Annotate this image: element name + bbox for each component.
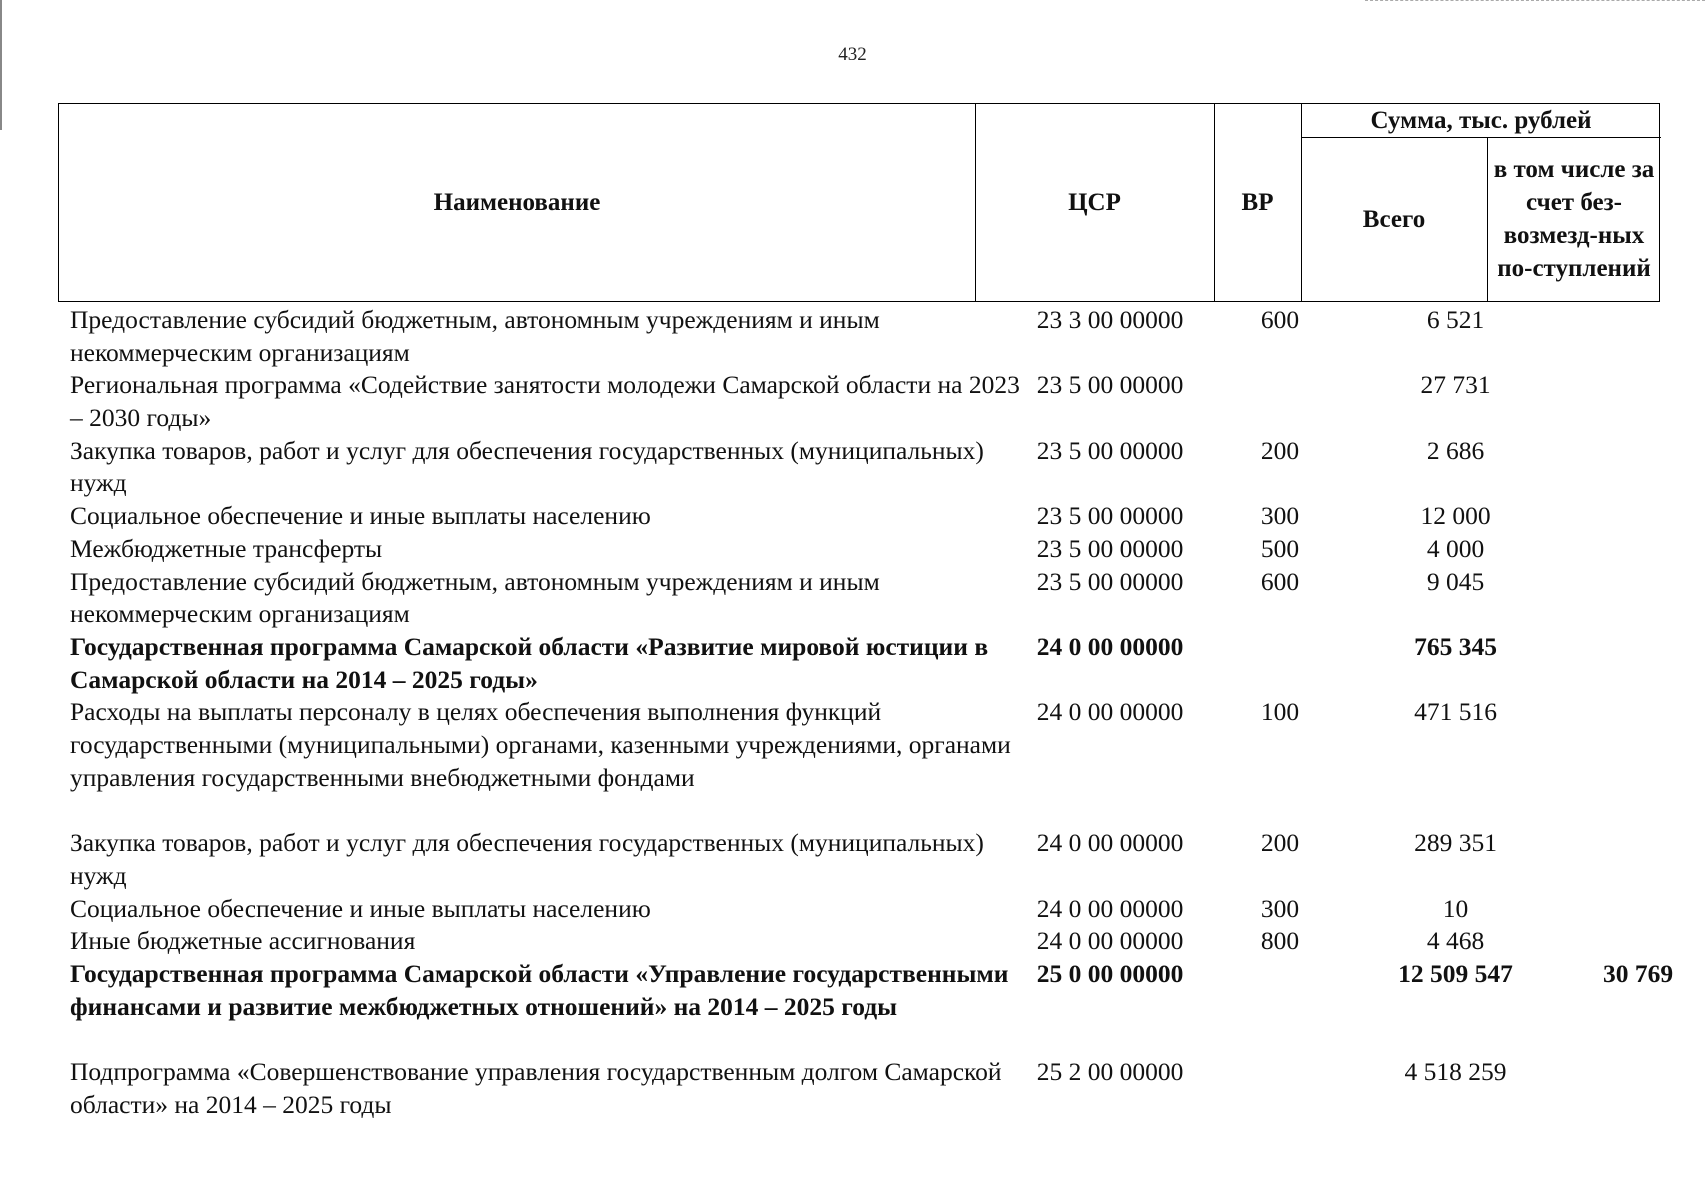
row-csr: 24 0 00 00000 (1036, 893, 1184, 923)
row-total: 27 731 (1420, 370, 1491, 400)
row-csr: 24 0 00 00000 (1036, 631, 1184, 661)
row-name: Закупка товаров, работ и услуг для обеспечения государственных (муниципальных) нужд (70, 435, 984, 498)
row-name: Расходы на выплаты персоналу в целях обеспечения выполнения функций государственными (муниципальными) органами, казенными учреждениями, органами управления государственными внебюджетными фондами (70, 697, 1011, 792)
table-row (58, 827, 1660, 892)
row-csr: 24 0 00 00000 (1036, 697, 1184, 727)
row-name: Межбюджетные трансферты (70, 533, 383, 563)
table-row (58, 893, 1660, 926)
table-row (58, 304, 1660, 369)
row-vr: 200 (1260, 435, 1300, 465)
row-vr: 800 (1260, 926, 1300, 956)
row-csr: 25 2 00 00000 (1036, 1056, 1184, 1086)
row-name: Предоставление субсидий бюджетным, автономным учреждениям и иным некоммерческим организациям (70, 566, 880, 629)
table-body (58, 304, 1674, 1121)
row-vr: 300 (1260, 501, 1300, 531)
row-vr: 600 (1260, 566, 1300, 596)
page-number: 432 (838, 44, 867, 65)
table-row (58, 925, 1660, 958)
row-name: Государственная программа Самарской области «Управление государственными финансами и развитие межбюджетных отношений» на 2014 – 2025 годы (70, 958, 1009, 1021)
row-total: 12 509 547 (1398, 958, 1513, 988)
row-vr: 100 (1260, 697, 1300, 727)
header-divider (1487, 137, 1488, 301)
row-total: 471 516 (1414, 697, 1497, 727)
row-total: 10 (1442, 893, 1469, 923)
table-row (58, 533, 1660, 566)
row-vr: 200 (1260, 828, 1300, 858)
header-total: Всего (1362, 205, 1426, 233)
header-name: Наименование (433, 189, 601, 216)
table-row (58, 500, 1660, 533)
table-row (58, 369, 1660, 434)
row-name: Социальное обеспечение и иные выплаты населению (70, 893, 651, 923)
row-total: 4 518 259 (1404, 1056, 1507, 1086)
row-grants: 30 769 (1602, 958, 1674, 988)
row-csr: 24 0 00 00000 (1036, 926, 1184, 956)
row-total: 4 000 (1426, 533, 1485, 563)
row-name: Иные бюджетные ассигнования (70, 926, 416, 956)
row-csr: 23 5 00 00000 (1036, 435, 1184, 465)
row-vr: 600 (1260, 305, 1300, 334)
row-name: Предоставление субсидий бюджетным, автономным учреждениям и иным некоммерческим организациям (70, 305, 880, 367)
row-name: Социальное обеспечение и иные выплаты населению (70, 501, 651, 531)
row-csr: 25 0 00 00000 (1036, 958, 1184, 988)
table-row (58, 435, 1660, 500)
header-csr: ЦСР (1068, 189, 1121, 216)
table-row (58, 696, 1660, 827)
row-vr: 500 (1260, 533, 1300, 563)
row-total: 2 686 (1426, 435, 1485, 465)
row-total: 9 045 (1426, 566, 1485, 596)
scan-edge-mark-top (1365, 0, 1705, 1)
row-csr: 23 5 00 00000 (1036, 501, 1184, 531)
row-name: Государственная программа Самарской области «Развитие мировой юстиции в Самарской области на 2014 – 2025 годы» (70, 631, 989, 694)
row-total: 12 000 (1420, 501, 1491, 531)
row-total: 4 468 (1426, 926, 1485, 956)
row-total: 289 351 (1414, 828, 1497, 858)
row-name: Подпрограмма «Совершенствование управления государственным долгом Самарской области» на 2014 – 2025 годы (70, 1056, 1002, 1119)
header-vr: ВР (1241, 189, 1274, 216)
header-sum-group: Сумма, тыс. рублей (1370, 107, 1592, 134)
row-name: Региональная программа «Содействие занятости молодежи Самарской области на 2023 – 2030 годы» (70, 370, 1020, 433)
row-name: Закупка товаров, работ и услуг для обеспечения государственных (муниципальных) нужд (70, 828, 984, 890)
table-row (58, 566, 1660, 631)
row-csr: 23 5 00 00000 (1036, 533, 1184, 563)
table-row (58, 1056, 1660, 1121)
row-total: 6 521 (1426, 305, 1485, 334)
table-row (58, 958, 1674, 1056)
row-vr: 300 (1260, 893, 1300, 923)
table-row (58, 631, 1660, 696)
row-csr: 23 3 00 00000 (1036, 305, 1184, 334)
row-csr: 23 5 00 00000 (1036, 566, 1184, 596)
row-total: 765 345 (1414, 631, 1497, 661)
header-grants: в том числе за счет без-возмезд-ных по-ступлений (1493, 156, 1655, 282)
row-csr: 24 0 00 00000 (1036, 828, 1184, 858)
table-header (58, 103, 1660, 302)
row-csr: 23 5 00 00000 (1036, 370, 1184, 400)
